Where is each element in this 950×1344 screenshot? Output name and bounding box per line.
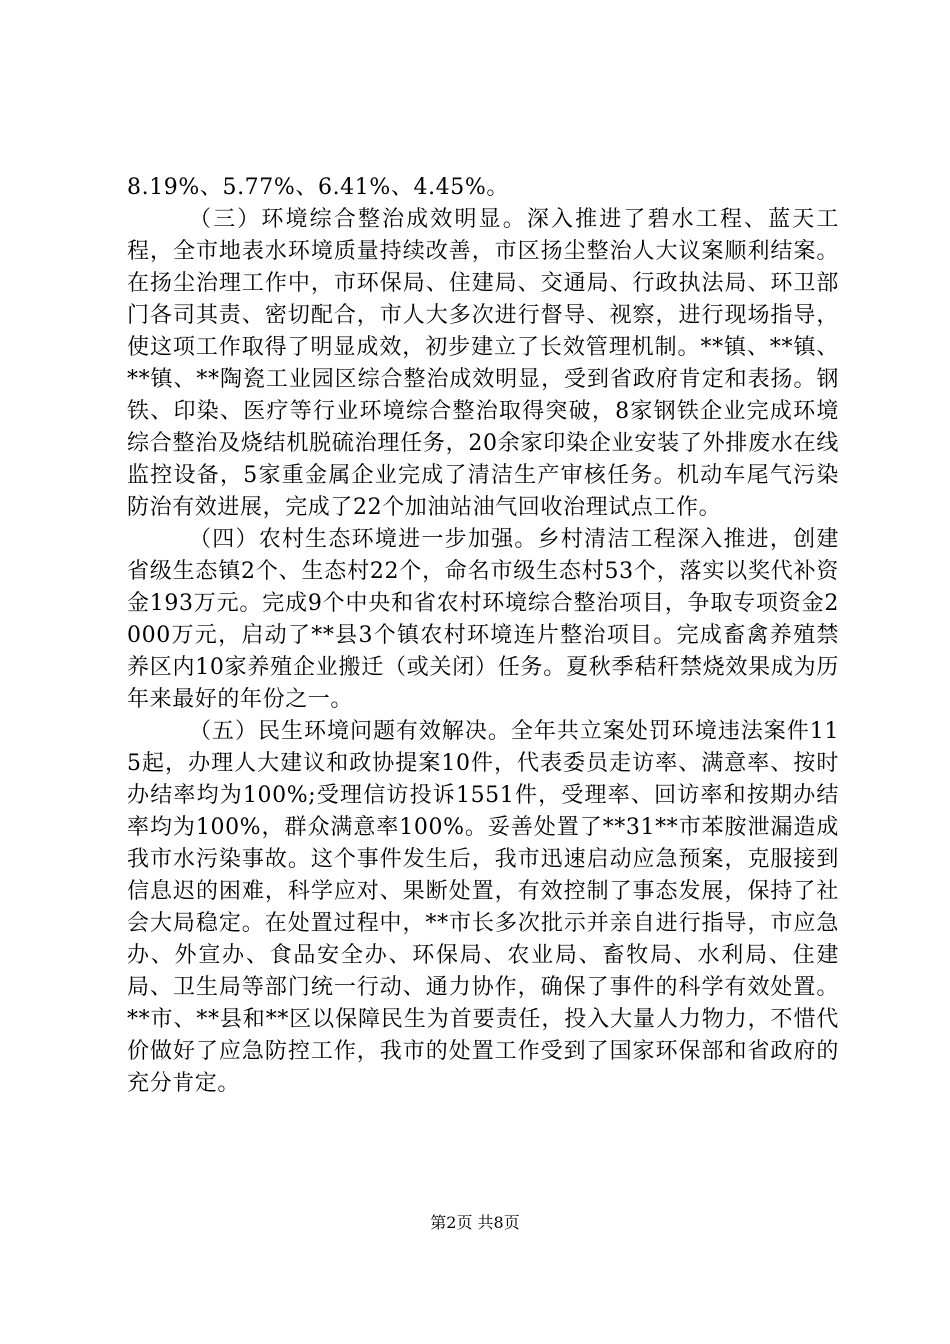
paragraph-section-4: （四）农村生态环境进一步加强。乡村清洁工程深入推进，创建省级生态镇2个、生态村22个，命名市级生态村53个，落实以奖代补资金193万元。完成9个中央和省农村环境综合整治项目，争取专项资金2000万元，启动了**县3个镇农村环境连片整治项目。完成畜禽养殖禁养区内10家养殖企业搬迁（或关闭）任务。夏秋季秸秆禁烧效果成为历年来最好的年份之一。	[127, 527, 839, 712]
paragraph-section-3: （三）环境综合整治成效明显。深入推进了碧水工程、蓝天工程，全市地表水环境质量持续改善，市区扬尘整治人大议案顺利结案。在扬尘治理工作中，市环保局、住建局、交通局、行政执法局、环卫部门各司其责、密切配合，市人大多次进行督导、视察，进行现场指导，使这项工作取得了明显成效，初步建立了长效管理机制。**镇、**镇、**镇、**陶瓷工业园区综合整治成效明显，受到省政府肯定和表扬。钢铁、印染、医疗等行业环境综合整治取得突破，8家钢铁企业完成环境综合整治及烧结机脱硫治理任务，20余家印染企业安装了外排废水在线监控设备，5家重金属企业完成了清洁生产审核任务。机动车尾气污染防治有效进展，完成了22个加油站油气回收治理试点工作。	[127, 207, 839, 520]
paragraph-percentages: 8.19%、5.77%、6.41%、4.45%。	[127, 175, 509, 200]
page-footer	[0, 1213, 950, 1233]
document-body	[127, 172, 839, 1100]
page-number: 第2页 共8页	[430, 1213, 520, 1232]
paragraph-section-5: （五）民生环境问题有效解决。全年共立案处罚环境违法案件115起，办理人大建议和政协提案10件，代表委员走访率、满意率、按时办结率均为100%;受理信访投诉1551件，受理率、回访率和按期办结率均为100%，群众满意率100%。妥善处置了**31**市苯胺泄漏造成我市水污染事故。这个事件发生后，我市迅速启动应急预案，克服接到信息迟的困难，科学应对、果断处置，有效控制了事态发展，保持了社会大局稳定。在处置过程中，**市长多次批示并亲自进行指导，市应急办、外宣办、食品安全办、环保局、农业局、畜牧局、水利局、住建局、卫生局等部门统一行动、通力协作，确保了事件的科学有效处置。**市、**县和**区以保障民生为首要责任，投入大量人力物力，不惜代价做好了应急防控工作，我市的处置工作受到了国家环保部和省政府的充分肯定。	[127, 719, 839, 1096]
